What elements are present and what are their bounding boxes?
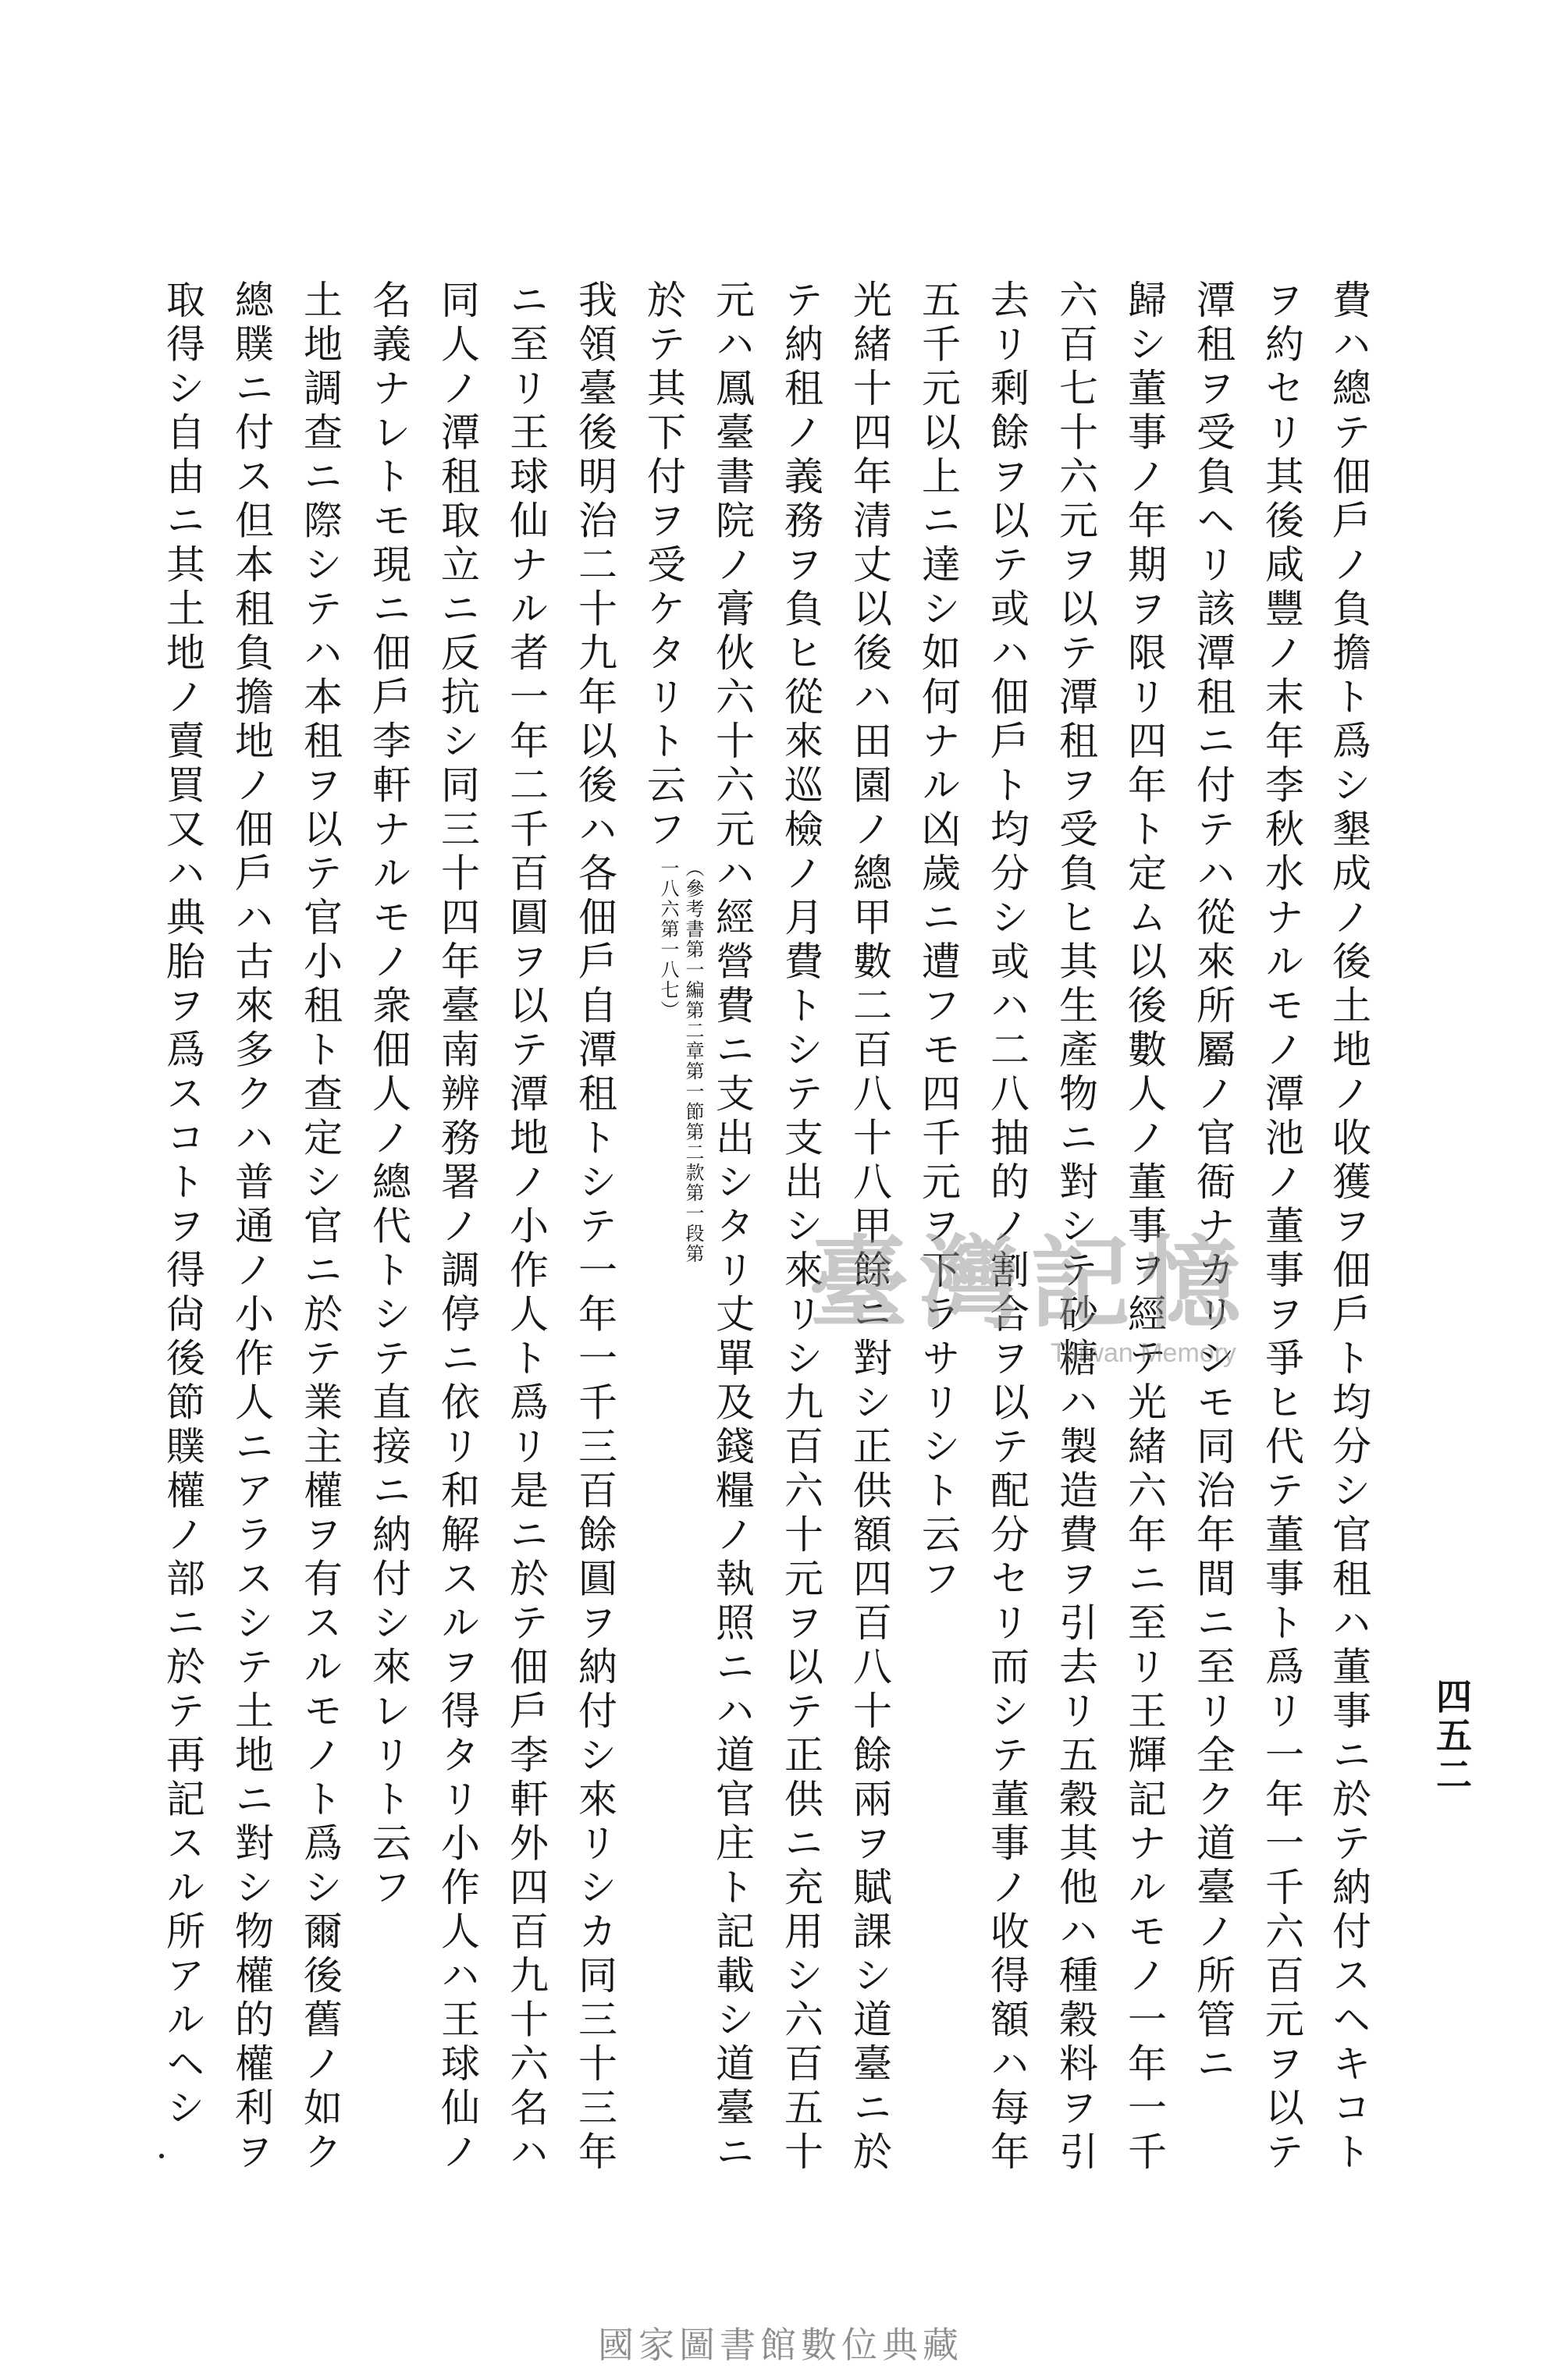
text-column-9: テ納租ノ義務ヲ負ヒ從來巡檢ノ月費トシテ支出シ來リシ九百六十元ヲ以テ正供ニ充用シ六百五十: [778, 279, 823, 2176]
text-column-5: 六百七十六元ヲ以テ潭租ヲ受負ヒ其生產物ニ對シテ砂糖ハ製造費ヲ引去リ五穀其他ハ種穀料ヲ引: [1053, 279, 1098, 2176]
text-column-6: 去リ剩餘ヲ以テ或ハ佃戶ト均分シ或ハ二八抽的ノ割合ヲ以テ配分セリ而シテ董事ノ收得額ハ每年: [984, 279, 1029, 2176]
page-number: 四五二: [1431, 1678, 1473, 1795]
text-column-4: 歸シ董事ノ年期ヲ限リ四年ト定ム以後數人ノ董事ヲ經テ光緒六年ニ至リ王輝記ナルモノ一年一千: [1122, 279, 1167, 2176]
text-column-15: 名義ナレトモ現ニ佃戶李軒ナルモノ衆佃人ノ總代トシテ直接ニ納付シ來レリト云フ: [366, 279, 411, 1911]
watermark-subtitle: Taiwan Memory: [1050, 1338, 1237, 1368]
text-column-10: 元ハ鳳臺書院ノ膏伙六十六元ハ經營費ニ支出シタリ丈單及錢糧ノ執照ニハ道官庄ト記載シ道臺ニ: [709, 279, 755, 2176]
text-column-16: 土地調查ニ際シテハ本租ヲ以テ官小租ト查定シ官ニ於テ業主權ヲ有スルモノト爲シ爾後舊ノ如ク: [297, 279, 343, 2176]
text-column-13: ニ至リ王球仙ナル者一年二千百圓ヲ以テ潭地ノ小作人ト爲リ是ニ於テ佃戶李軒外四百九十六名ハ: [503, 279, 549, 2176]
watermark-title: 臺灣記憶: [808, 1225, 1252, 1342]
text-column-1: 費ハ總テ佃戶ノ負擔ト爲シ墾成ノ後土地ノ收獲ヲ佃戶ト均分シ官租ハ董事ニ於テ納付スヘキコト: [1326, 279, 1371, 2176]
text-column-7: 五千元以上ニ達シ如何ナル凶歲ニ遭フモ四千元ヲ下ラサリシト云フ: [916, 279, 961, 1602]
watermark: [788, 1225, 1272, 1373]
text-column-2: ヲ約セリ其後咸豐ノ末年李秋水ナルモノ潭池ノ董事ヲ爭ヒ代テ董事ト爲リ一年一千六百元ヲ以テ: [1259, 279, 1304, 2176]
reference-note: （參考書第一編第二章第一節第二款第一段第一八六第一八七）: [657, 858, 704, 1264]
text-column-18: 取得シ自由ニ其土地ノ賣買又ハ典胎ヲ爲スコトヲ得尙後節贌權ノ部ニ於テ再記スル所アルヘシ: [160, 279, 205, 2131]
text-column-17: 總贌ニ付ス但本租負擔地ノ佃戶ハ古來多クハ普通ノ小作人ニアラスシテ土地ニ對シ物權的權利ヲ: [229, 279, 274, 2176]
text-column-12: 我領臺後明治二十九年以後ハ各佃戶自潭租トシテ一年一千三百餘圓ヲ納付シ來リシカ同三十三年: [572, 279, 617, 2176]
text-column-14: 同人ノ潭租取立ニ反抗シ同三十四年臺南辨務署ノ調停ニ依リ和解スルヲ得タリ小作人ハ王球仙ノ: [435, 279, 480, 2176]
footer-stamp: 國家圖書館數位典藏: [598, 2324, 963, 2366]
print-speck: [159, 2154, 164, 2158]
text-column-3: 潭租ヲ受負ヘリ該潭租ニ付テハ從來所屬ノ官衙ナカリシモ同治年間ニ至リ全ク道臺ノ所管ニ: [1190, 279, 1236, 2087]
text-column-8: 光緒十四年清丈以後ハ田園ノ總甲數二百八十八甲餘ニ對シ正供額四百八十餘兩ヲ賦課シ道臺ニ於: [847, 279, 892, 2176]
text-column-11: 於テ其下付ヲ受ケタリト云フ: [641, 279, 686, 853]
